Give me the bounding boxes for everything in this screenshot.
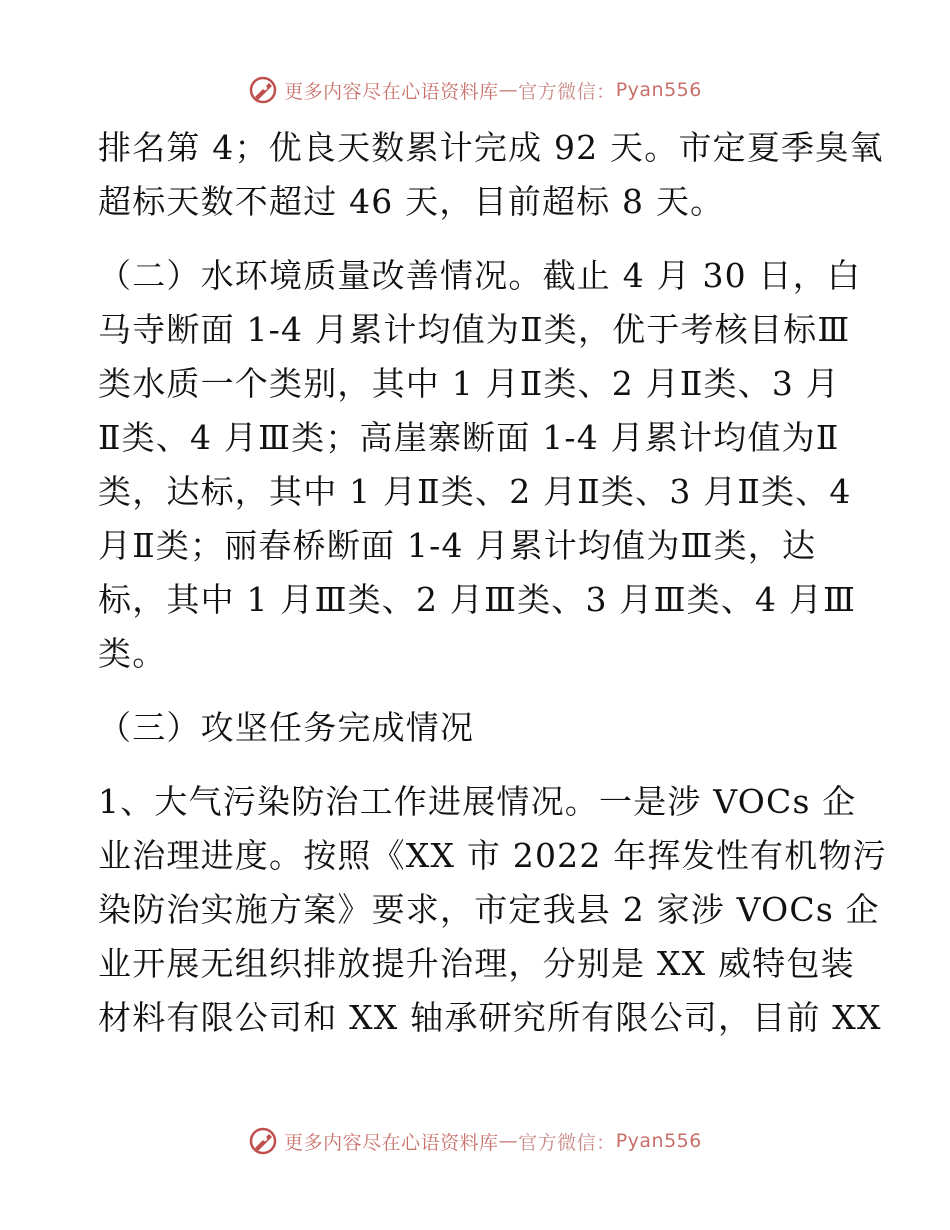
watermark-header <box>0 70 950 110</box>
watermark-suffix-text: 官方微信： <box>518 1131 616 1154</box>
watermark-dash: — <box>498 1130 519 1152</box>
watermark-brand-text: 更多内容尽在心语资料库 <box>284 1131 499 1154</box>
watermark-footer <box>0 1121 950 1161</box>
text-line: （二）水环境质量改善情况。截止 4 月 30 日，白 <box>98 256 862 295</box>
watermark-wechat-id: Pyan556 <box>615 79 702 101</box>
document-body <box>98 121 887 1045</box>
watermark-suffix-text: 官方微信： <box>518 80 616 103</box>
text-line: 1、大气污染防治工作进展情况。一是涉 VOCs 企 <box>98 782 857 821</box>
text-line: 马寺断面 1-4 月累计均值为Ⅱ类，优于考核目标Ⅲ <box>98 310 851 349</box>
text-line: 类，达标，其中 1 月Ⅱ类、2 月Ⅱ类、3 月Ⅱ类、4 <box>98 472 852 511</box>
text-line: 月Ⅱ类；丽春桥断面 1-4 月累计均值为Ⅲ类，达 <box>98 526 817 565</box>
section-heading: （三）攻坚任务完成情况 <box>98 708 475 747</box>
watermark-brand-text: 更多内容尽在心语资料库 <box>284 80 499 103</box>
text-line: 标，其中 1 月Ⅲ类、2 月Ⅲ类、3 月Ⅲ类、4 月Ⅲ <box>98 580 857 619</box>
text-line: 业治理进度。按照《XX 市 2022 年挥发性有机物污 <box>98 836 887 875</box>
text-line: 染防治实施方案》要求，市定我县 2 家涉 VOCs 企 <box>98 890 880 929</box>
text-line: 类水质一个类别，其中 1 月Ⅱ类、2 月Ⅱ类、3 月 <box>98 364 841 403</box>
pen-logo-icon <box>248 1126 278 1156</box>
text-line: 类。 <box>98 634 167 673</box>
text-line: Ⅱ类、4 月Ⅲ类；高崖寨断面 1-4 月累计均值为Ⅱ <box>98 418 840 457</box>
pen-logo-icon <box>248 75 278 105</box>
watermark-wechat-id: Pyan556 <box>615 1130 702 1152</box>
text-line: 材料有限公司和 XX 轴承研究所有限公司，目前 XX <box>98 998 882 1037</box>
text-line: 超标天数不超过 46 天，目前超标 8 天。 <box>98 182 725 221</box>
text-line: 业开展无组织排放提升治理，分别是 XX 威特包装 <box>98 944 855 983</box>
text-line: 排名第 4；优良天数累计完成 92 天。市定夏季臭氧 <box>98 128 884 167</box>
watermark-dash: — <box>498 79 519 101</box>
